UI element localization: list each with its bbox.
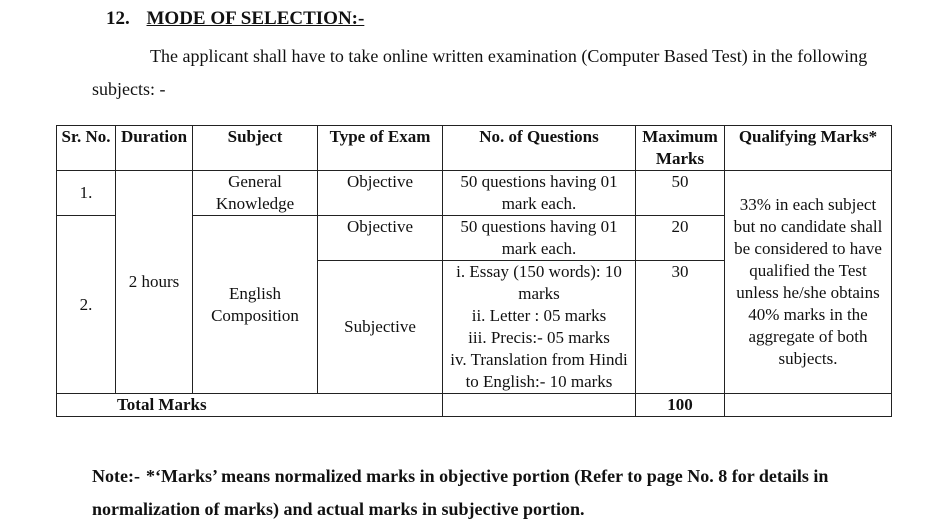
subjective-item-translation: iv. Translation from Hindi to English:- 10 marks: [450, 350, 628, 391]
subjective-item-precis: iii. Precis:- 05 marks: [468, 328, 610, 347]
qualifying-marks-cell: 33% in each subject but no candidate shall be considered to have qualified the Test unless he/she obtains 40% marks in the aggregate of both subjects.: [725, 171, 892, 394]
total-empty-cell: [443, 394, 636, 417]
note-lead: Note:-: [92, 466, 140, 486]
header-subject: Subject: [193, 126, 318, 171]
header-type-of-exam: Type of Exam: [318, 126, 443, 171]
total-marks-label: Total Marks: [57, 394, 443, 417]
row2-subjective-type: Subjective: [318, 261, 443, 394]
section-title: MODE OF SELECTION:-: [146, 8, 365, 29]
row1-type: Objective: [318, 171, 443, 216]
total-row: [57, 394, 892, 417]
row1-subject: General Knowledge: [193, 171, 318, 216]
row2-subject: English Composition: [193, 216, 318, 394]
note-text: *‘Marks’ means normalized marks in objective portion (Refer to page No. 8 for details in normalization of marks) and actual marks in subjective portion.: [92, 466, 829, 519]
row2-objective-type: Objective: [318, 216, 443, 261]
row1-questions: 50 questions having 01 mark each.: [443, 171, 636, 216]
table-row: [57, 171, 892, 216]
row1-sr-no: 1.: [57, 171, 116, 216]
row2-objective-questions: 50 questions having 01 mark each.: [443, 216, 636, 261]
subjective-item-letter: ii. Letter : 05 marks: [471, 306, 607, 325]
row2-subjective-questions: [443, 261, 636, 394]
header-qualifying-marks: Qualifying Marks*: [725, 126, 892, 171]
row2-sr-no: 2.: [57, 216, 116, 394]
intro-paragraph: The applicant shall have to take online written examination (Computer Based Test) in the following subjects: -: [92, 46, 868, 99]
row1-max-marks: 50: [636, 171, 725, 216]
row2-objective-max-marks: 20: [636, 216, 725, 261]
subjective-item-essay: i. Essay (150 words): 10 marks: [456, 262, 622, 303]
total-marks-value: 100: [636, 394, 725, 417]
header-duration: Duration: [116, 126, 193, 171]
note-paragraph: [92, 460, 872, 526]
selection-table: [56, 125, 892, 417]
row2-subjective-max-marks: 30: [636, 261, 725, 394]
section-number: 12.: [106, 8, 130, 29]
header-no-of-questions: No. of Questions: [443, 126, 636, 171]
header-sr-no: Sr. No.: [57, 126, 116, 171]
duration-cell: 2 hours: [116, 171, 193, 394]
header-maximum-marks: Maximum Marks: [636, 126, 725, 171]
table-header-row: [57, 126, 892, 171]
total-empty-qualifying-cell: [725, 394, 892, 417]
section-heading: [106, 8, 364, 30]
